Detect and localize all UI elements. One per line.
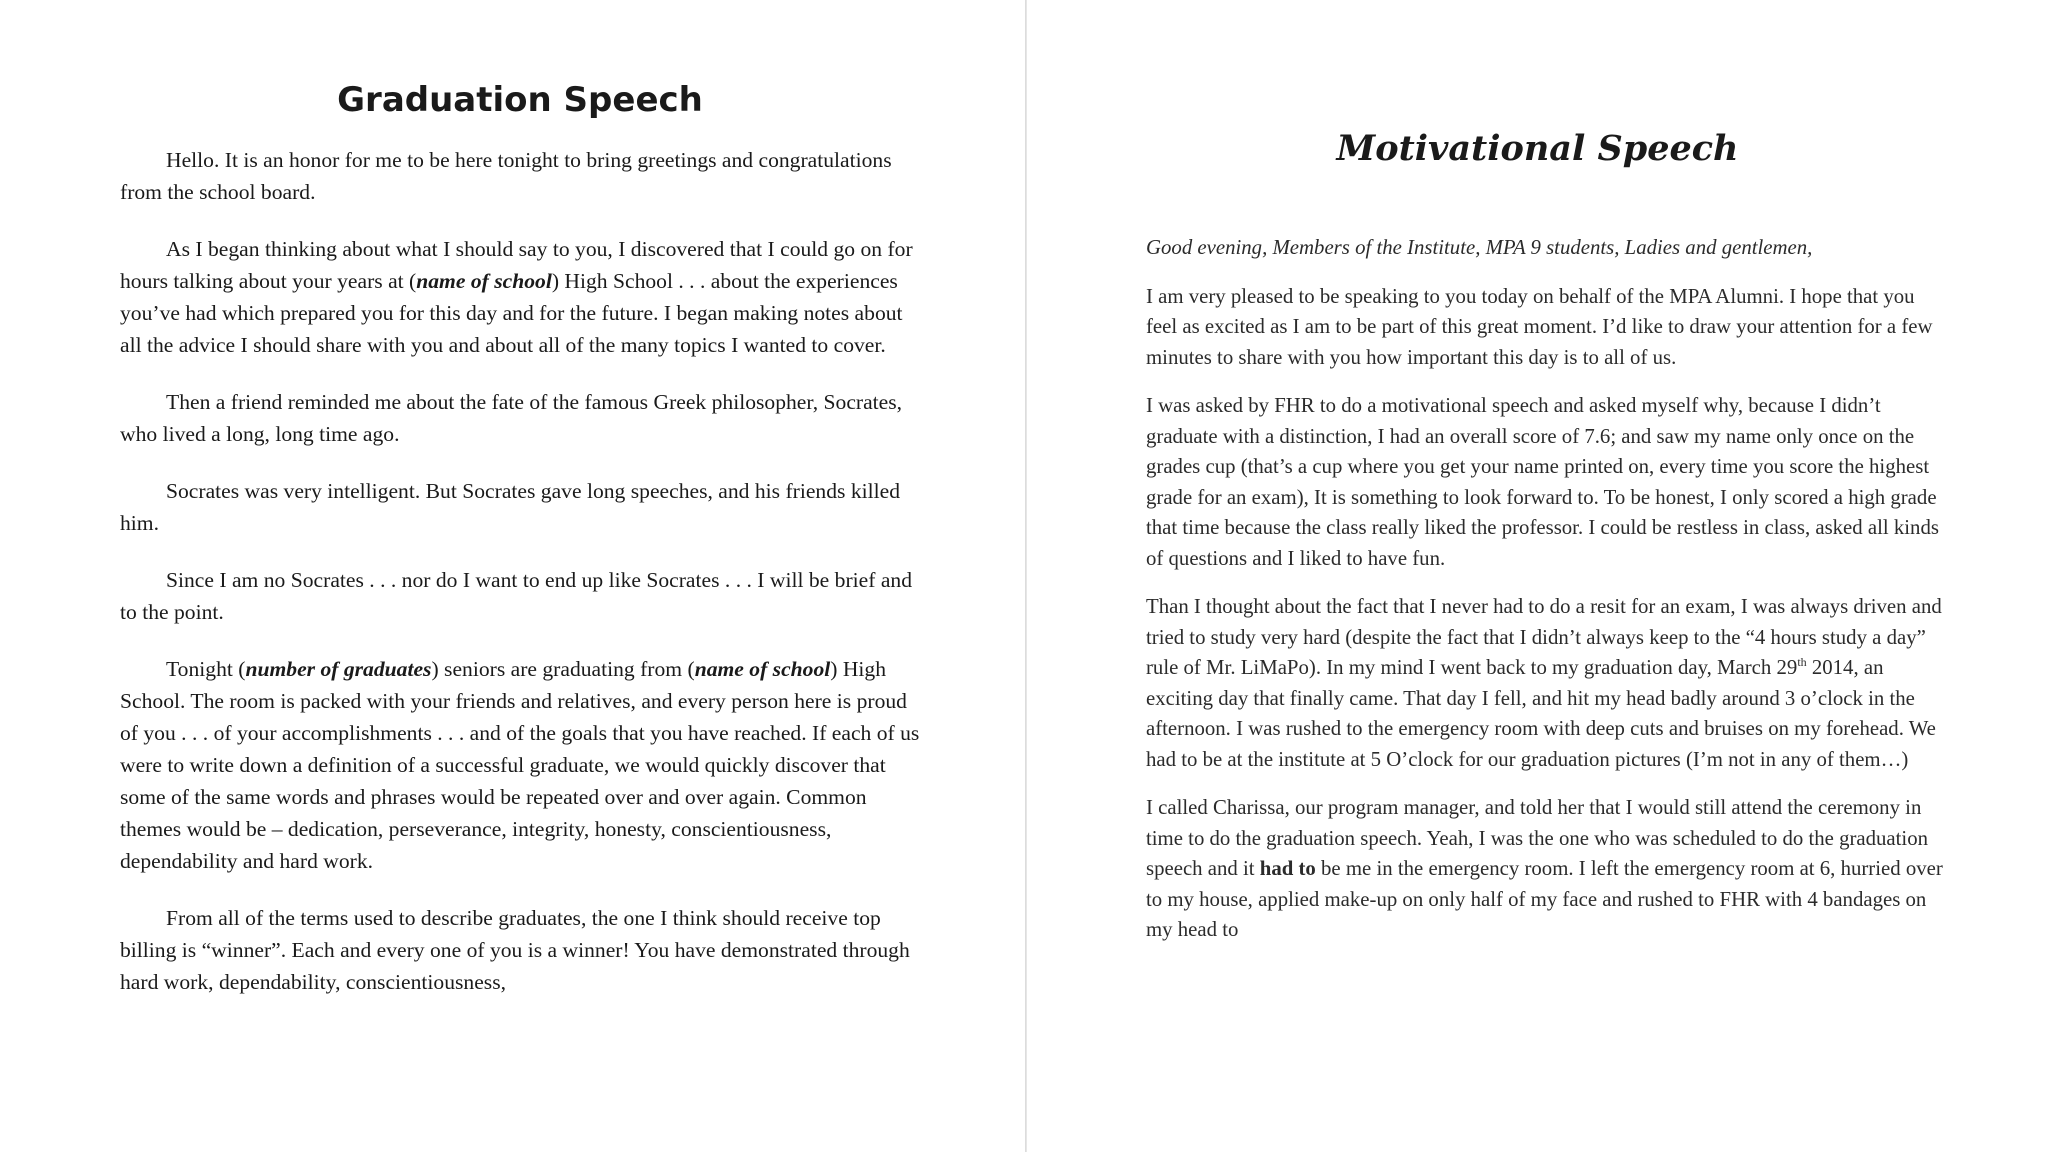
motivational-speech-title: Motivational Speech: [1336, 128, 1739, 169]
text: be me in the emergency room. I left the emergency room at 6, hurried over to my house, applied make-up on only half of my face and rushed to FHR with 4 bandages on my head to: [1146, 857, 1943, 941]
text: Tonight (: [166, 657, 246, 681]
paragraph: Then a friend reminded me about the fate of the famous Greek philosopher, Socrates, who lived a long, long time ago.: [120, 390, 903, 446]
placeholder-text: name of school: [694, 657, 831, 681]
text: As I began thinking about what I should say to you, I discovered that I could go on for hours talking about your years at (: [120, 237, 913, 293]
text: Than I thought about the fact that I never had to do a resit for an exam, I was always driven and tried to study very hard (despite the fact that I didn’t always keep to the “4 hours study a day” rule of Mr. LiMaPo). In my mind I went back to my graduation day, March 29: [1146, 595, 1942, 679]
paragraph: I was asked by FHR to do a motivational speech and asked myself why, because I didn’t graduate with a distinction, I had an overall score of 7.6; and saw my name only once on the grades cup (that’s a cup where you get your name printed on, every time you score the highest grade for an exam), It is something to look forward to. To be honest, I only scored a high grade that time because the class really liked the professor. I could be restless in class, asked all kinds of questions and I liked to have fun.: [1146, 394, 1939, 570]
paragraph: Since I am no Socrates . . . nor do I want to end up like Socrates . . . I will be brief and to the point.: [120, 568, 912, 624]
paragraph: From all of the terms used to describe graduates, the one I think should receive top billing is “winner”. Each and every one of you is a winner! You have demonstrated through hard work, dependability, conscientiousness,: [120, 906, 910, 994]
paragraph: [120, 653, 920, 877]
bold-text: had to: [1259, 857, 1316, 880]
placeholder-text: name of school: [416, 269, 552, 293]
greeting: Good evening, Members of the Institute, MPA 9 students, Ladies and gentlemen,: [1146, 236, 1813, 259]
text: I called Charissa, our program manager, and told her that I would still attend the ceremony in time to do the graduation speech. Yeah, I was the one who was scheduled to do the graduation speech and it: [1146, 796, 1929, 880]
superscript: th: [1797, 655, 1807, 670]
paragraph: [1146, 592, 1946, 775]
paragraph: Hello. It is an honor for me to be here tonight to bring greetings and congratulations from the school board.: [120, 148, 892, 204]
text: ) seniors are graduating from (: [431, 657, 695, 681]
text: 2014, an exciting day that finally came. That day I fell, and hit my head badly around 3 o’clock in the afternoon. I was rushed to the emergency room with deep cuts and bruises on my forehead. We had to be at the institute at 5 O’clock for our graduation pictures (I’m not in any of them…): [1146, 656, 1936, 771]
graduation-speech-body: [120, 144, 920, 1023]
paragraph: Socrates was very intelligent. But Socrates gave long speeches, and his friends killed him.: [120, 479, 900, 535]
graduation-speech-title: Graduation Speech: [337, 80, 703, 120]
paragraph: I am very pleased to be speaking to you today on behalf of the MPA Alumni. I hope that you feel as excited as I am to be part of this great moment. I’d like to draw your attention for a few minutes to share with you how important this day is to all of us.: [1146, 284, 1933, 369]
placeholder-text: number of graduates: [245, 657, 432, 681]
motivational-speech-body: [1146, 233, 1946, 964]
paragraph: [1146, 793, 1946, 946]
text: ) High School. The room is packed with your friends and relatives, and every person here is proud of you . . . of your accomplishments . . . and of the goals that you have reached. If each of us were to write down a definition of a successful graduate, we would quickly discover that some of the same words and phrases would be repeated over and over again. Common themes would be – dedication, perseverance, integrity, honesty, conscientiousness, dependability and hard work.: [120, 657, 920, 873]
paragraph: [120, 233, 920, 361]
text: ) High School . . . about the experiences you’ve had which prepared you for this day and for the future. I began making notes about all the advice I should share with you and about all of the many topics I wanted to cover.: [120, 269, 903, 357]
